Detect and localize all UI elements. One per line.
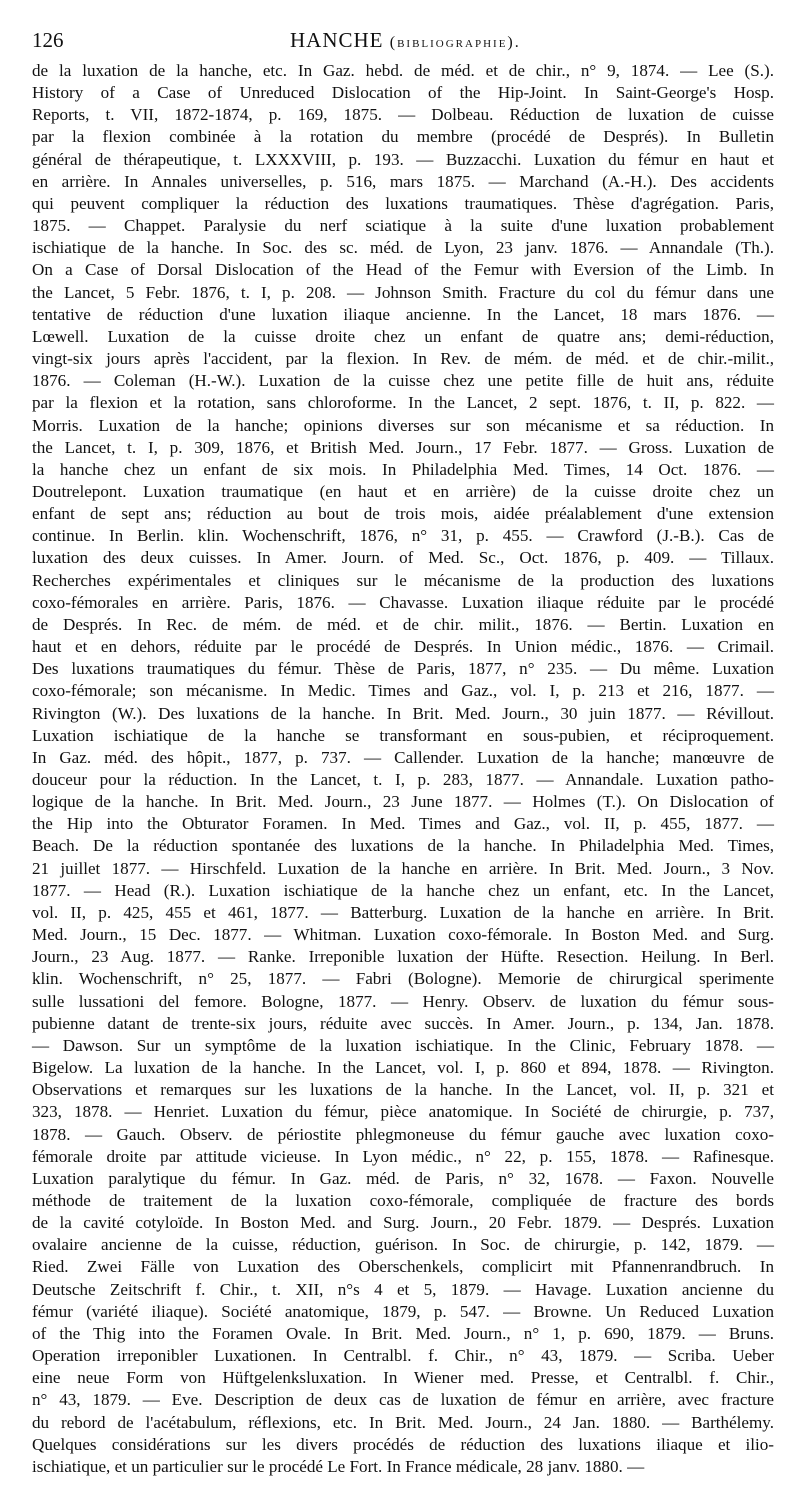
text-line: 1878. — Gauch. Observ. de périostite phlegmoneuse du fémur gauche avec luxation coxo-	[32, 1124, 774, 1144]
text-line: Observations et remarques sur les luxations de la hanche. In the Lancet, vol. II, p. 321 et	[32, 1080, 774, 1100]
text-line: coxo-fémorale; son mécanisme. In Medic. Times and Gaz., vol. I, p. 213 et 216, 1877. —	[32, 681, 774, 701]
text-line: Reports, t. VII, 1872-1874, p. 169, 1875. — Dolbeau. Réduction de luxation de cuisse	[32, 105, 774, 125]
text-line: fémur (variété iliaque). Société anatomique, 1879, p. 547. — Browne. Un Reduced Luxation	[32, 1301, 774, 1321]
text-line: Beach. De la réduction spontanée des luxations de la hanche. In Philadelphia Med. Times,	[32, 836, 774, 856]
text-line: ovalaire ancienne de la cuisse, réduction, guérison. In Soc. de chirurgie, p. 142, 1879. —	[32, 1235, 774, 1255]
text-line: 323, 1878. — Henriet. Luxation du fémur, pièce anatomique. In Société de chirurgie, p. 737,	[32, 1102, 774, 1122]
text-line: the Lancet, 5 Febr. 1876, t. I, p. 208. — Johnson Smith. Fracture du col du fémur dans une	[32, 282, 774, 302]
text-line: of the Thig into the Foramen Ovale. In Brit. Med. Journ., n° 1, p. 690, 1879. — Bruns.	[32, 1323, 774, 1343]
running-head-subtitle: (bibliographie).	[389, 34, 521, 51]
text-line: ischiatique de la hanche. In Soc. des sc. méd. de Lyon, 23 janv. 1876. — Annandale (Th.).	[32, 238, 774, 258]
text-line: Morris. Luxation de la hanche; opinions diverses sur son mécanisme et sa réduction. In	[32, 415, 774, 435]
text-line: coxo-fémorales en arrière. Paris, 1876. — Chavasse. Luxation iliaque réduite par le procédé	[32, 592, 774, 612]
text-line: Lœwell. Luxation de la cuisse droite chez un enfant de quatre ans; demi-réduction,	[32, 326, 774, 346]
text-line: — Dawson. Sur un symptôme de la luxation ischiatique. In the Clinic, February 1878. —	[32, 1035, 774, 1055]
text-line: par la flexion et la rotation, sans chloroforme. In the Lancet, 2 sept. 1876, t. II, p. 822. —	[32, 393, 774, 413]
text-line: Luxation paralytique du fémur. In Gaz. méd. de Paris, n° 32, 1678. — Faxon. Nouvelle	[32, 1168, 774, 1188]
text-line: 1875. — Chappet. Paralysie du nerf sciatique à la suite d'une luxation probablement	[32, 216, 774, 236]
text-line: Rivington (W.). Des luxations de la hanche. In Brit. Med. Journ., 30 juin 1877. — Révillout.	[32, 703, 774, 723]
text-line: par la flexion combinée à la rotation du membre (procédé de Després). In Bulletin	[32, 127, 774, 147]
text-line: n° 43, 1879. — Eve. Description de deux cas de luxation de fémur en arrière, avec fracture	[32, 1390, 774, 1410]
text-line: haut et en dehors, réduite par le procédé de Després. In Union médic., 1876. — Crimail.	[32, 637, 774, 657]
text-line: en arrière. In Annales universelles, p. 516, mars 1875. — Marchand (A.-H.). Des accidents	[32, 171, 774, 191]
text-line: klin. Wochenschrift, n° 25, 1877. — Fabri (Bologne). Memorie de chirurgical sperimente	[32, 969, 774, 989]
text-line: In Gaz. méd. des hôpit., 1877, p. 737. — Callender. Luxation de la hanche; manœuvre de	[32, 747, 774, 767]
text-line: vingt-six jours après l'accident, par la flexion. In Rev. de mém. de méd. et de chir.-milit.,	[32, 349, 774, 369]
page-header	[32, 28, 774, 54]
text-line: the Hip into the Obturator Foramen. In Med. Times and Gaz., vol. II, p. 455, 1877. —	[32, 814, 774, 834]
text-line: ischiatique, et un particulier sur le procédé Le Fort. In France médicale, 28 janv. 1880. —	[32, 1456, 645, 1476]
text-line: de la luxation de la hanche, etc. In Gaz. hebd. de méd. et de chir., n° 9, 1874. — Lee (S.).	[32, 61, 774, 80]
text-line: 21 juillet 1877. — Hirschfeld. Luxation de la hanche en arrière. In Brit. Med. Journ., 3 Nov.	[32, 858, 774, 878]
text-line: On a Case of Dorsal Dislocation of the Head of the Femur with Eversion of the Limb. In	[32, 260, 774, 280]
text-line: eine neue Form von Hüftgelenksluxation. In Wiener med. Presse, et Centralbl. f. Chir.,	[32, 1368, 774, 1388]
bibliography-text	[32, 60, 774, 1478]
text-line: Recherches expérimentales et cliniques sur le mécanisme de la production des luxations	[32, 570, 774, 590]
text-line: History of a Case of Unreduced Dislocation of the Hip-Joint. In Saint-George's Hosp.	[32, 83, 774, 103]
running-head-title: HANCHE	[290, 28, 384, 52]
text-line: fémorale droite par attitude vicieuse. In Lyon médic., n° 22, p. 155, 1878. — Rafinesque.	[32, 1146, 774, 1166]
text-line: du rebord de l'acétabulum, réflexions, etc. In Brit. Med. Journ., 24 Jan. 1880. — Barthélemy.	[32, 1412, 774, 1432]
text-line: Med. Journ., 15 Dec. 1877. — Whitman. Luxation coxo-fémorale. In Boston Med. and Surg.	[32, 925, 774, 945]
text-line: Operation irreponibler Luxationen. In Centralbl. f. Chir., n° 43, 1879. — Scriba. Ueber	[32, 1346, 774, 1366]
text-line: méthode de traitement de la luxation coxo-fémorale, compliquée de fracture des bords	[32, 1190, 774, 1210]
text-line: luxation des deux cuisses. In Amer. Journ. of Med. Sc., Oct. 1876, p. 409. — Tillaux.	[32, 548, 774, 568]
text-line: logique de la hanche. In Brit. Med. Journ., 23 June 1877. — Holmes (T.). On Dislocation of	[32, 792, 774, 812]
text-line: Luxation ischiatique de la hanche se transformant en sous-pubien, et réciproquement.	[32, 725, 774, 745]
text-line: Quelques considérations sur les divers procédés de réduction des luxations iliaque et ilio-	[32, 1434, 774, 1454]
text-line: Des luxations traumatiques du fémur. Thèse de Paris, 1877, n° 235. — Du même. Luxation	[32, 659, 774, 679]
text-line: sulle lussationi del femore. Bologne, 1877. — Henry. Observ. de luxation du fémur sous-	[32, 991, 774, 1011]
text-line: Bigelow. La luxation de la hanche. In the Lancet, vol. I, p. 860 et 894, 1878. — Rivington.	[32, 1058, 774, 1078]
text-line: pubienne datant de trente-six jours, réduite avec succès. In Amer. Journ., p. 134, Jan. 1878.	[32, 1013, 774, 1033]
text-line: de Després. In Rec. de mém. de méd. et de chir. milit., 1876. — Bertin. Luxation en	[32, 614, 774, 634]
text-line: Ried. Zwei Fälle von Luxation des Oberschenkels, complicirt mit Pfannenrandbruch. In	[32, 1257, 774, 1277]
text-line: 1877. — Head (R.). Luxation ischiatique de la hanche chez un enfant, etc. In the Lancet,	[32, 880, 774, 900]
text-line: vol. II, p. 425, 455 et 461, 1877. — Batterburg. Luxation de la hanche en arrière. In Brit.	[32, 902, 774, 922]
text-line: continue. In Berlin. klin. Wochenschrift, 1876, n° 31, p. 455. — Crawford (J.-B.). Cas de	[32, 526, 774, 546]
text-line: de la cavité cotyloïde. In Boston Med. and Surg. Journ., 20 Febr. 1879. — Després. Luxation	[32, 1213, 774, 1233]
text-line: the Lancet, t. I, p. 309, 1876, et British Med. Journ., 17 Febr. 1877. — Gross. Luxation de	[32, 437, 774, 457]
text-line: Deutsche Zeitschrift f. Chir., t. XII, n°s 4 et 5, 1879. — Havage. Luxation ancienne du	[32, 1279, 774, 1299]
text-line: 1876. — Coleman (H.-W.). Luxation de la cuisse chez une petite fille de huit ans, réduite	[32, 371, 774, 391]
text-line: général de thérapeutique, t. LXXXVIII, p. 193. — Buzzacchi. Luxation du fémur en haut et	[32, 149, 774, 169]
text-line: tentative de réduction d'une luxation iliaque ancienne. In the Lancet, 18 mars 1876. —	[32, 304, 774, 324]
text-line: enfant de sept ans; réduction au bout de trois mois, aidée préalablement d'une extension	[32, 504, 774, 524]
text-line: la hanche chez un enfant de six mois. In Philadelphia Med. Times, 14 Oct. 1876. —	[32, 459, 774, 479]
text-line: douceur pour la réduction. In the Lancet, t. I, p. 283, 1877. — Annandale. Luxation patho-	[32, 770, 774, 789]
page-number: 126	[32, 28, 64, 52]
running-head	[290, 28, 521, 53]
text-line: qui peuvent compliquer la réduction des luxations traumatiques. Thèse d'agrégation. Paris,	[32, 193, 774, 213]
text-line: Journ., 23 Aug. 1877. — Ranke. Irreponible luxation der Hüfte. Resection. Heilung. In Berl.	[32, 947, 774, 967]
text-line: Doutrelepont. Luxation traumatique (en haut et en arrière) de la cuisse droite chez un	[32, 481, 774, 501]
